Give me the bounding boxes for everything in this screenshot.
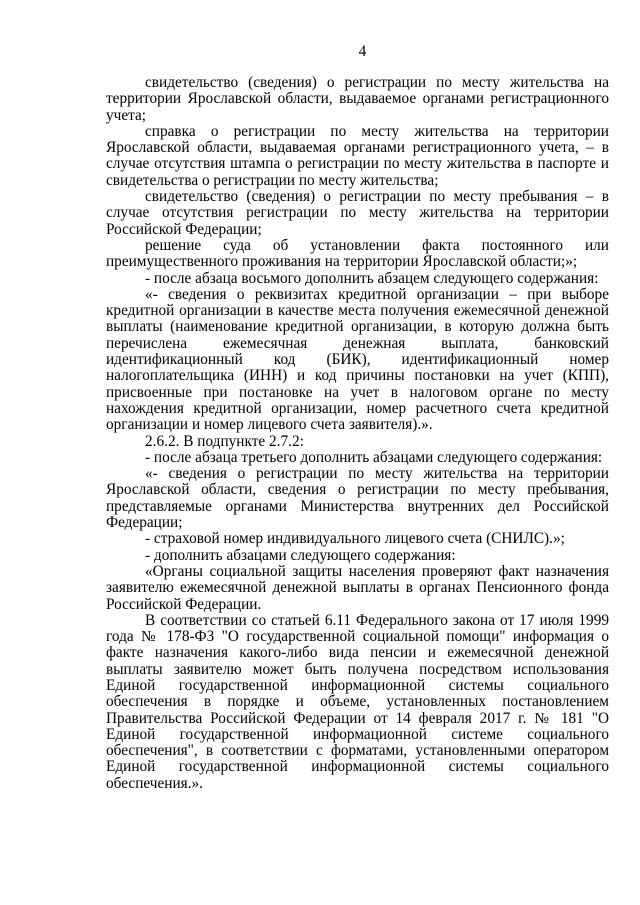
paragraph: решение суда об установлении факта постоянного или преимущественного проживания на территории Ярославской области;»; (106, 236, 609, 271)
paragraph: - после абзаца восьмого дополнить абзацем следующего содержания: (145, 269, 599, 287)
paragraph: 2.6.2. В подпункте 2.7.2: (145, 432, 304, 450)
paragraph: «Органы социальной защиты населения проверяют факт назначения заявителю ежемесячной денежной выплаты в органах Пенсионного фонда Российской Федерации. (106, 562, 609, 613)
paragraph: - после абзаца третьего дополнить абзацами следующего содержания: (145, 448, 603, 466)
paragraph: - дополнить абзацами следующего содержания: (145, 546, 456, 564)
paragraph: В соответствии со статьей 6.11 Федерального закона от 17 июля 1999 года № 178-ФЗ "О государственной социальной помощи" информация о факте назначения какого-либо вида пенсии и ежемесячной денежной выплаты заявителю может быть получена посредством использования Единой государственной информационной системы социального обеспечения в порядке и объеме, установленных постановлением Правительства Российской Федерации от 14 февраля 2017 г. № 181 "О Единой государственной информационной системе социального обеспечения", в соответствии с форматами, установленными оператором Единой государственной информационной системы социального обеспечения.». (106, 611, 609, 792)
paragraph: «- сведения о регистрации по месту жительства на территории Ярославской области, сведения о регистрации по месту пребывания, представляемые органами Министерства внутренних дел Российской Федерации; (106, 465, 609, 532)
paragraph: «- сведения о реквизитах кредитной организации – при выборе кредитной организации в качестве места получения ежемесячной денежной выплаты (наименование кредитной организации, в которую должна быть перечислена ежемесячная денежная выплата, банковский идентификационный код (БИК), идентификационный номер налогоплательщика (ИНН) и код причины постановки на учет (КПП), присвоенные при постановке на учет в налоговом органе по месту нахождения кредитной организации, номер расчетного счета кредитной организации и номер лицевого счета заявителя).». (106, 285, 609, 434)
paragraph: справка о регистрации по месту жительства на территории Ярославской области, выдаваемая органами регистрационного учета, – в случае отсутствия штампа о регистрации по месту жительства в паспорте и свидетельства о регистрации по месту жительства; (106, 122, 609, 189)
paragraph: - страховой номер индивидуального лицевого счета (СНИЛС).»; (145, 530, 565, 548)
paragraph: свидетельство (сведения) о регистрации по месту пребывания – в случае отсутствия регистрации по месту жительства на территории Российской Федерации; (106, 188, 609, 238)
page-number: 4 (358, 43, 367, 60)
document-body (106, 75, 609, 792)
paragraph: свидетельство (сведения) о регистрации по месту жительства на территории Ярославской области, выдаваемое органами регистрационного учета; (106, 74, 609, 124)
